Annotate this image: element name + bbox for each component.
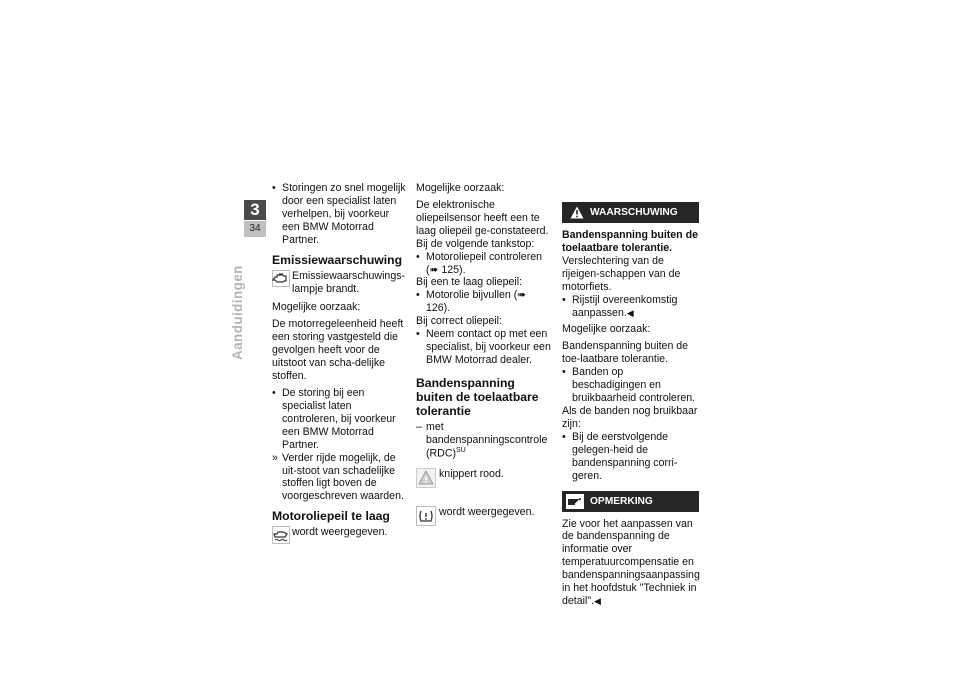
list-item: • De storing bij een specialist laten controleren, bij voorkeur een BMW Motorrad Partner. — [272, 387, 396, 451]
heading-emissie: Emissiewaarschuwing — [272, 252, 403, 267]
list-item: • Storingen zo snel mogelijk door een specialist laten verhelpen, bij voorkeur een BMW Motorrad Partner. — [272, 182, 406, 246]
cause-text: Bandenspanning buiten de toe-laatbare tolerantie. — [562, 340, 689, 366]
result-item: » Verder rijde mogelijk, de uit-stoot van schadelijke stoffen ligt boven de voorgeschreven waarden. — [272, 451, 404, 503]
condition-label: Als de banden nog bruikbaar zijn: — [562, 404, 698, 430]
cause-label: Mogelijke oorzaak: — [272, 301, 361, 314]
column-1 — [272, 182, 407, 556]
oil-indicator-text: wordt weergegeven. — [292, 526, 388, 539]
pointing-hand-icon — [566, 494, 584, 517]
warning-triangle-icon — [416, 468, 436, 492]
condition-item: – met bandenspanningscontrole (RDC)$^{SU}$ — [416, 421, 548, 460]
note-text: Zie voor het aanpassen van de bandenspanning de informatie over temperatuurcompensatie en bandenspanningsaanpassing in het hoofdstuk "Techniek in detail".◀ — [562, 517, 700, 608]
cause-label: Mogelijke oorzaak: — [562, 323, 651, 336]
list-item: • Bij de eerstvolgende gelegen-heid de bandenspanning corri-geren. — [562, 430, 678, 482]
note-banner: OPMERKING — [562, 491, 699, 512]
oil-indicator — [272, 526, 407, 550]
end-mark-icon: ◀ — [594, 596, 601, 607]
emission-indicator — [272, 270, 407, 296]
page-number: 34 — [244, 221, 266, 237]
list-item: • Neem contact op met een specialist, bij voorkeur een BMW Motorrad dealer. — [416, 328, 551, 366]
reference-arrow-icon: ➠ — [429, 263, 439, 276]
chapter-side-title: Aanduidingen — [230, 265, 245, 360]
cause-text: De elektronische oliepeilsensor heeft een te laag oliepeil ge-constateerd. Bij de volgende tankstop: — [416, 198, 549, 250]
list-item: • Rijstijl overeenkomstig aanpassen.◀ — [562, 293, 678, 319]
engine-warning-icon — [272, 270, 290, 291]
warning-title: Bandenspanning buiten de toelaatbare tolerantie. — [562, 229, 698, 254]
cause-text: De motorregeleenheid heeft een storing vastgesteld die gevolgen heeft voor de uitstoot van scha-delijke stoffen. — [272, 318, 404, 383]
tyre-indicator-text: wordt weergegeven. — [439, 506, 535, 519]
end-mark-icon: ◀ — [626, 307, 634, 318]
tyre-pressure-icon — [416, 506, 436, 530]
list-item: • Banden op beschadigingen en bruikbaarheid controleren. — [562, 366, 696, 405]
heading-bandenspanning: Bandenspanning buiten de toelaatbare tolerantie — [416, 375, 539, 418]
reference-arrow-icon: ➠ — [517, 289, 527, 302]
warning-indicator — [416, 468, 552, 498]
heading-oliepeil: Motoroliepeil te laag — [272, 509, 390, 524]
chapter-number: 3 — [244, 200, 266, 220]
condition-label: Bij correct oliepeil: — [416, 315, 502, 328]
warning-indicator-text: knippert rood. — [439, 468, 504, 481]
list-item: • Motorolie bijvullen (➠ 126). — [416, 289, 527, 315]
warning-banner: WAARSCHUWING — [562, 202, 699, 223]
emission-indicator-text: Emissiewaarschuwings-lampje brandt. — [292, 269, 406, 295]
cause-label: Mogelijke oorzaak: — [416, 182, 505, 194]
condition-label: Bij een te laag oliepeil: — [416, 276, 523, 289]
column-2 — [416, 182, 552, 542]
column-3 — [562, 198, 699, 612]
tyre-indicator — [416, 506, 552, 536]
warning-text: Verslechtering van de rijeigen-schappen van de motorfiets. — [562, 254, 681, 293]
oil-level-icon — [272, 526, 290, 548]
list-item: • Motoroliepeil controleren (➠ 125). — [416, 250, 543, 276]
warning-triangle-icon — [570, 206, 584, 227]
